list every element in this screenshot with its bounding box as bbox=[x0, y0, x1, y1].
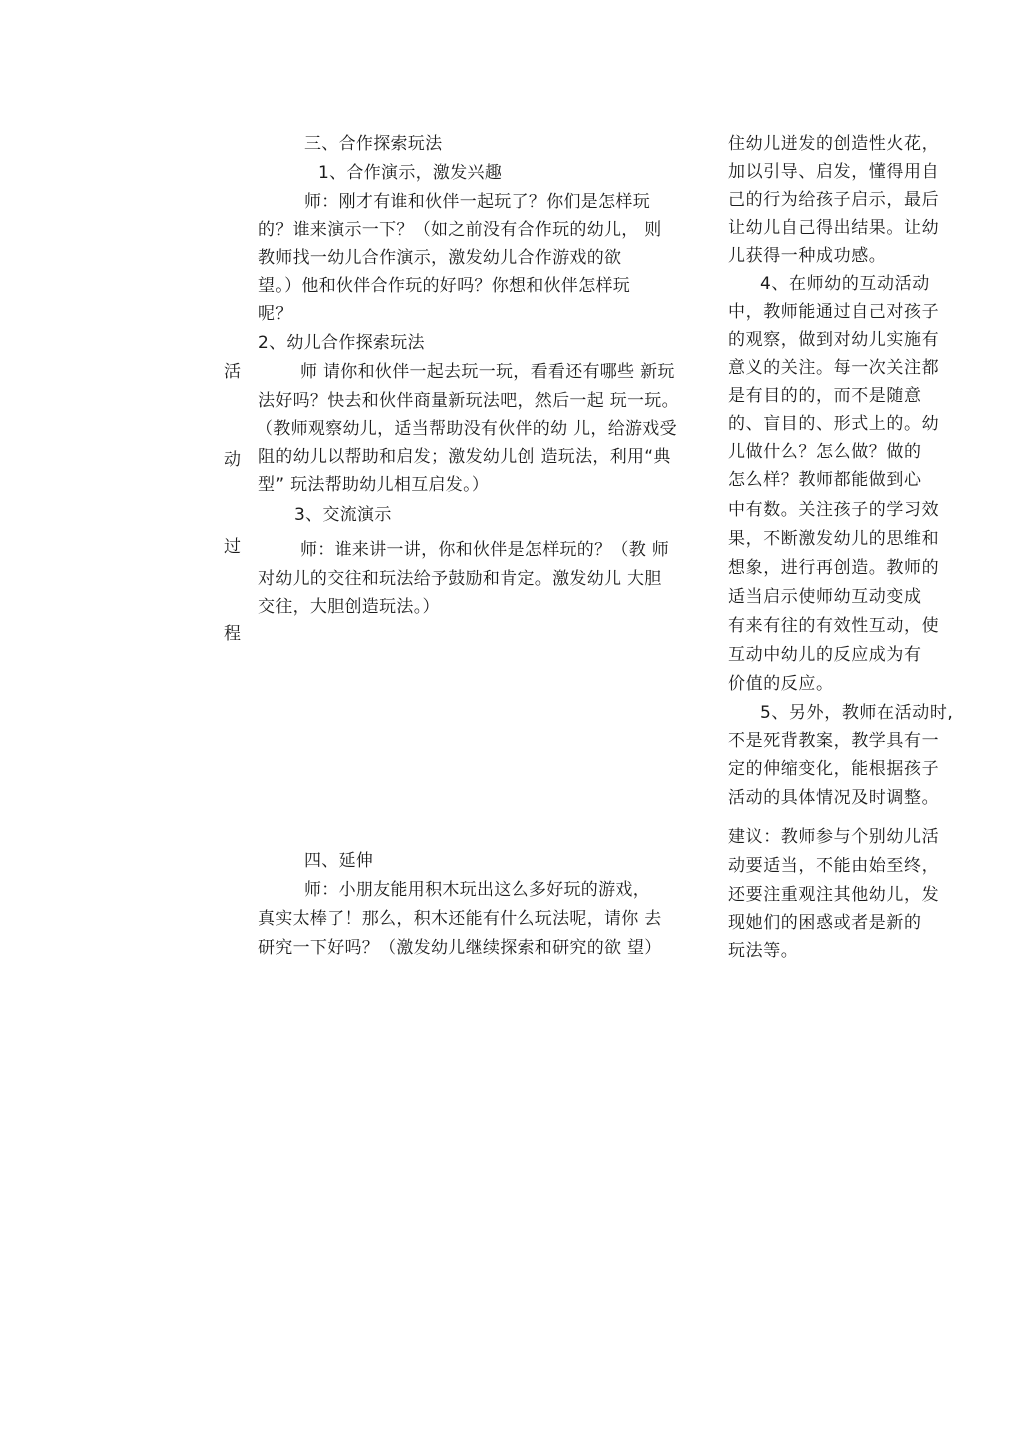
subheading: 1、合作演示，激发兴趣 bbox=[318, 163, 503, 183]
note-line: 加以引导、启发，懂得用自 bbox=[728, 162, 940, 182]
note-line: 想象，进行再创造。教师的 bbox=[728, 558, 940, 578]
note-line: 价值的反应。 bbox=[728, 674, 834, 694]
note-line: 活动的具体情况及时调整。 bbox=[728, 788, 940, 808]
note-line: 有来有往的有效性互动，使 bbox=[728, 616, 940, 636]
note-line: 儿做什么？怎么做？做的 bbox=[728, 442, 922, 462]
paragraph-line: 型” 玩法帮助幼儿相互启发。） bbox=[258, 475, 490, 495]
note-line: 4、在师幼的互动活动 bbox=[760, 274, 930, 294]
note-line: 儿获得一种成功感。 bbox=[728, 246, 887, 266]
paragraph-line: 师 请你和伙伴一起去玩一玩，看看还有哪些 新玩 bbox=[300, 362, 675, 382]
note-line: 怎么样？教师都能做到心 bbox=[728, 470, 922, 490]
note-line: 不是死背教案，教学具有一 bbox=[728, 731, 940, 751]
paragraph-line: 真实太棒了！那么，积木还能有什么玩法呢，请你 去 bbox=[258, 909, 662, 929]
paragraph-line: 的？谁来演示一下？（如之前没有合作玩的幼儿， 则 bbox=[258, 220, 662, 240]
paragraph-line: 师：谁来讲一讲，你和伙伴是怎样玩的？（教 师 bbox=[300, 540, 670, 560]
paragraph-line: 师：小朋友能用积木玩出这么多好玩的游戏， bbox=[304, 880, 650, 900]
note-line: 住幼儿迸发的创造性火花， bbox=[728, 134, 940, 154]
side-label-char: 过 bbox=[224, 537, 241, 557]
note-line: 互动中幼儿的反应成为有 bbox=[728, 645, 922, 665]
paragraph-line: 望。）他和伙伴合作玩的好吗？你想和伙伴怎样玩 bbox=[258, 276, 631, 296]
note-line: 中有数。关注孩子的学习效 bbox=[728, 500, 940, 520]
note-line: 让幼儿自己得出结果。让幼 bbox=[728, 218, 940, 238]
section-heading: 四、延伸 bbox=[304, 851, 374, 871]
suggestion-line: 现她们的困惑或者是新的 bbox=[728, 913, 922, 933]
note-line: 的、盲目的、形式上的。幼 bbox=[728, 414, 940, 434]
side-label-char: 活 bbox=[224, 362, 241, 382]
note-line: 5、另外，教师在活动时, bbox=[760, 703, 954, 723]
paragraph-line: 师：刚才有谁和伙伴一起玩了？你们是怎样玩 bbox=[304, 192, 650, 212]
note-line: 己的行为给孩子启示，最后 bbox=[728, 190, 940, 210]
side-label-char: 动 bbox=[224, 450, 241, 470]
paragraph-line: 研究一下好吗？（激发幼儿继续探索和研究的欲 望） bbox=[258, 938, 662, 958]
note-line: 果，不断激发幼儿的思维和 bbox=[728, 529, 940, 549]
paragraph-line: 教师找一幼儿合作演示，激发幼儿合作游戏的欲 bbox=[258, 248, 622, 268]
subheading: 3、交流演示 bbox=[294, 505, 392, 525]
note-line: 是有目的的，而不是随意 bbox=[728, 386, 922, 406]
subheading: 2、幼儿合作探索玩法 bbox=[258, 333, 425, 353]
note-line: 意义的关注。每一次关注都 bbox=[728, 358, 940, 378]
paragraph-line: （教师观察幼儿，适当帮助没有伙伴的幼 儿，给游戏受 bbox=[256, 419, 677, 439]
note-line: 的观察，做到对幼儿实施有 bbox=[728, 330, 940, 350]
paragraph-line: 呢？ bbox=[258, 304, 293, 324]
suggestion-line: 玩法等。 bbox=[728, 941, 799, 961]
paragraph-line: 阻的幼儿以帮助和启发；激发幼儿创 造玩法，利用“典 bbox=[258, 447, 671, 467]
paragraph-line: 交往，大胆创造玩法。） bbox=[258, 597, 440, 617]
paragraph-line: 法好吗？快去和伙伴商量新玩法吧，然后一起 玩一玩。 bbox=[258, 391, 679, 411]
note-line: 适当启示使师幼互动变成 bbox=[728, 587, 922, 607]
paragraph-line: 对幼儿的交往和玩法给予鼓励和肯定。激发幼儿 大胆 bbox=[258, 569, 662, 589]
note-line: 中，教师能通过自己对孩子 bbox=[728, 302, 940, 322]
section-heading: 三、合作探索玩法 bbox=[304, 134, 443, 154]
note-line: 定的伸缩变化，能根据孩子 bbox=[728, 759, 940, 779]
suggestion-line: 动要适当，不能由始至终， bbox=[728, 856, 940, 876]
suggestion-line: 还要注重观注其他幼儿，发 bbox=[728, 885, 940, 905]
side-label-char: 程 bbox=[224, 624, 241, 644]
suggestion-line: 建议：教师参与个别幼儿活 bbox=[728, 827, 940, 847]
